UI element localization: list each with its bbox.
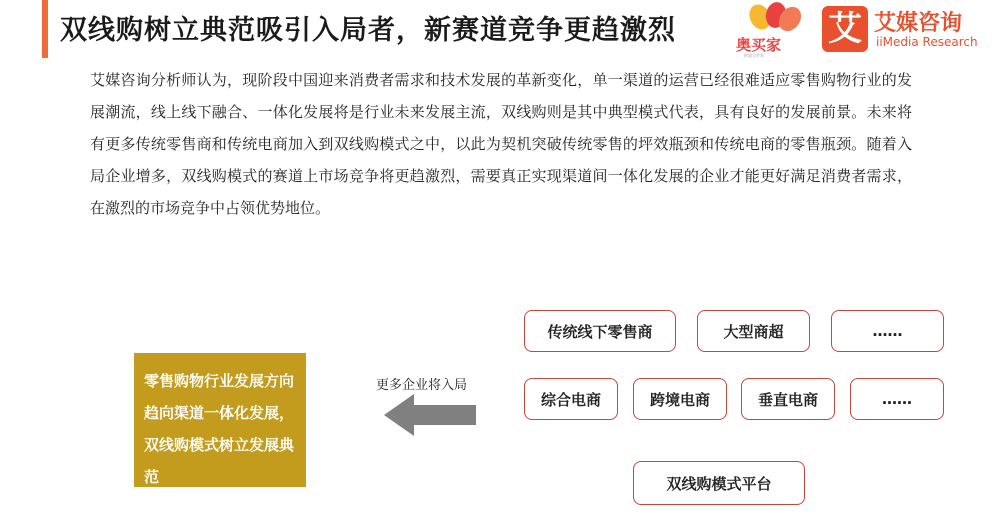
iimedia-logo-subtext: iiMedia Research bbox=[876, 35, 978, 49]
industry-outcome-box: 零售购物行业发展方向趋向渠道一体化发展，双线购模式树立发展典范 bbox=[134, 353, 306, 487]
title-accent-bar bbox=[42, 0, 48, 58]
node-more-row1: …… bbox=[831, 310, 944, 352]
aomaijia-logo-text: 奥买家 bbox=[736, 36, 782, 54]
aomaijia-logo-subtext: 跨境全世界 bbox=[744, 53, 764, 58]
analysis-paragraph: 艾媒咨询分析师认为，现阶段中国迎来消费者需求和技术发展的革新变化，单一渠道的运营已经很难适应零售购物行业的发展潮流，线上线下融合、一体化发展将是行业未来发展主流，双线购则是其中典型模式代表，具有良好的发展前景。未来将有更多传统零售商和传统电商加入到双线购模式之中，以此为契机突破传统零售的坪效瓶颈和传统电商的零售瓶颈。随着入局企业增多，双线购模式的赛道上市场竞争将更趋激烈，需要真正实现渠道间一体化发展的企业才能更好满足消费者需求，在激烈的市场竞争中占领优势地位。 bbox=[90, 71, 912, 217]
page-title: 双线购树立典范吸引入局者，新赛道竞争更趋激烈 bbox=[60, 15, 676, 46]
iimedia-logo-icon: 艾 bbox=[822, 6, 868, 52]
node-more-row2: …… bbox=[850, 378, 944, 420]
node-traditional-offline-retailer: 传统线下零售商 bbox=[524, 310, 676, 352]
node-cross-border-ecommerce: 跨境电商 bbox=[633, 378, 727, 420]
arrow-label: 更多企业将入局 bbox=[376, 378, 468, 393]
node-large-supermarket: 大型商超 bbox=[697, 310, 810, 352]
node-comprehensive-ecommerce: 综合电商 bbox=[524, 378, 618, 420]
iimedia-logo-text: 艾媒咨询 bbox=[874, 11, 963, 36]
node-dual-line-platform: 双线购模式平台 bbox=[633, 461, 805, 505]
left-arrow-icon bbox=[384, 394, 476, 436]
node-vertical-ecommerce: 垂直电商 bbox=[741, 378, 835, 420]
